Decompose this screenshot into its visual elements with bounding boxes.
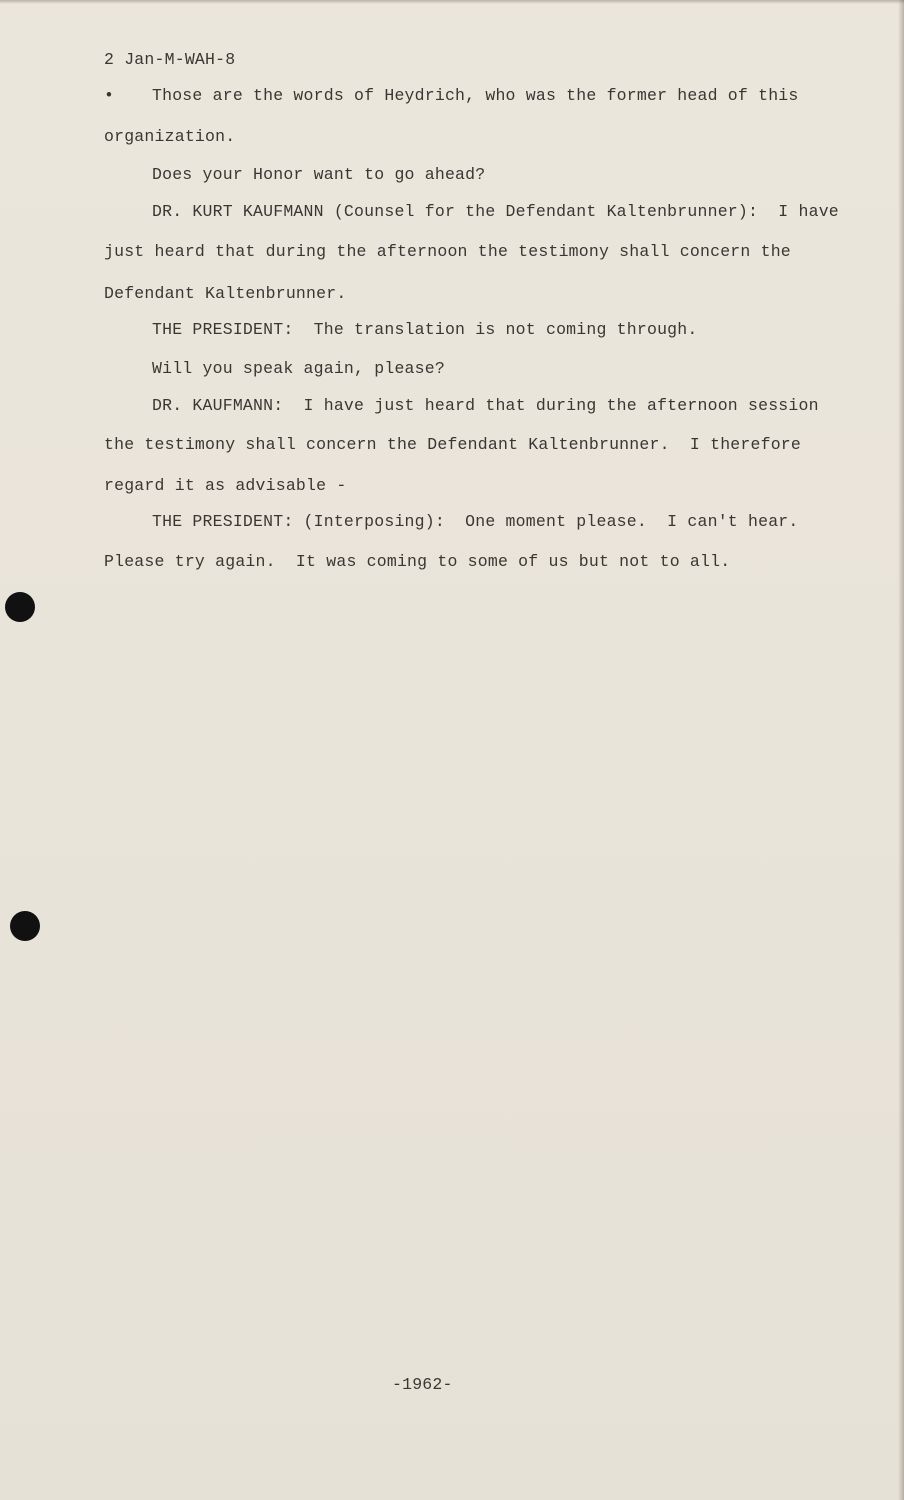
page-number: -1962- xyxy=(392,1375,453,1394)
bullet-mark: • xyxy=(104,86,115,105)
text-line: Defendant Kaltenbrunner. xyxy=(104,284,347,303)
text-line: just heard that during the afternoon the testimony shall concern the xyxy=(104,242,791,261)
document-header: 2 Jan-M-WAH-8 xyxy=(104,50,236,69)
text-line: Those are the words of Heydrich, who was the former head of this xyxy=(152,86,799,105)
text-line: Will you speak again, please? xyxy=(152,359,445,378)
page-top-shadow xyxy=(0,0,904,4)
text-line: Please try again. It was coming to some of us but not to all. xyxy=(104,552,731,571)
text-line: Does your Honor want to go ahead? xyxy=(152,165,486,184)
text-line: THE PRESIDENT: The translation is not coming through. xyxy=(152,320,698,339)
text-line: organization. xyxy=(104,127,236,146)
punch-hole xyxy=(10,911,40,941)
text-line: DR. KAUFMANN: I have just heard that during the afternoon session xyxy=(152,396,819,415)
page-edge-shadow xyxy=(898,0,904,1500)
text-line: DR. KURT KAUFMANN (Counsel for the Defendant Kaltenbrunner): I have xyxy=(152,202,839,221)
punch-hole xyxy=(5,592,35,622)
text-line: regard it as advisable - xyxy=(104,476,347,495)
text-line: the testimony shall concern the Defendant Kaltenbrunner. I therefore xyxy=(104,435,802,454)
text-line: THE PRESIDENT: (Interposing): One moment please. I can't hear. xyxy=(152,512,799,531)
